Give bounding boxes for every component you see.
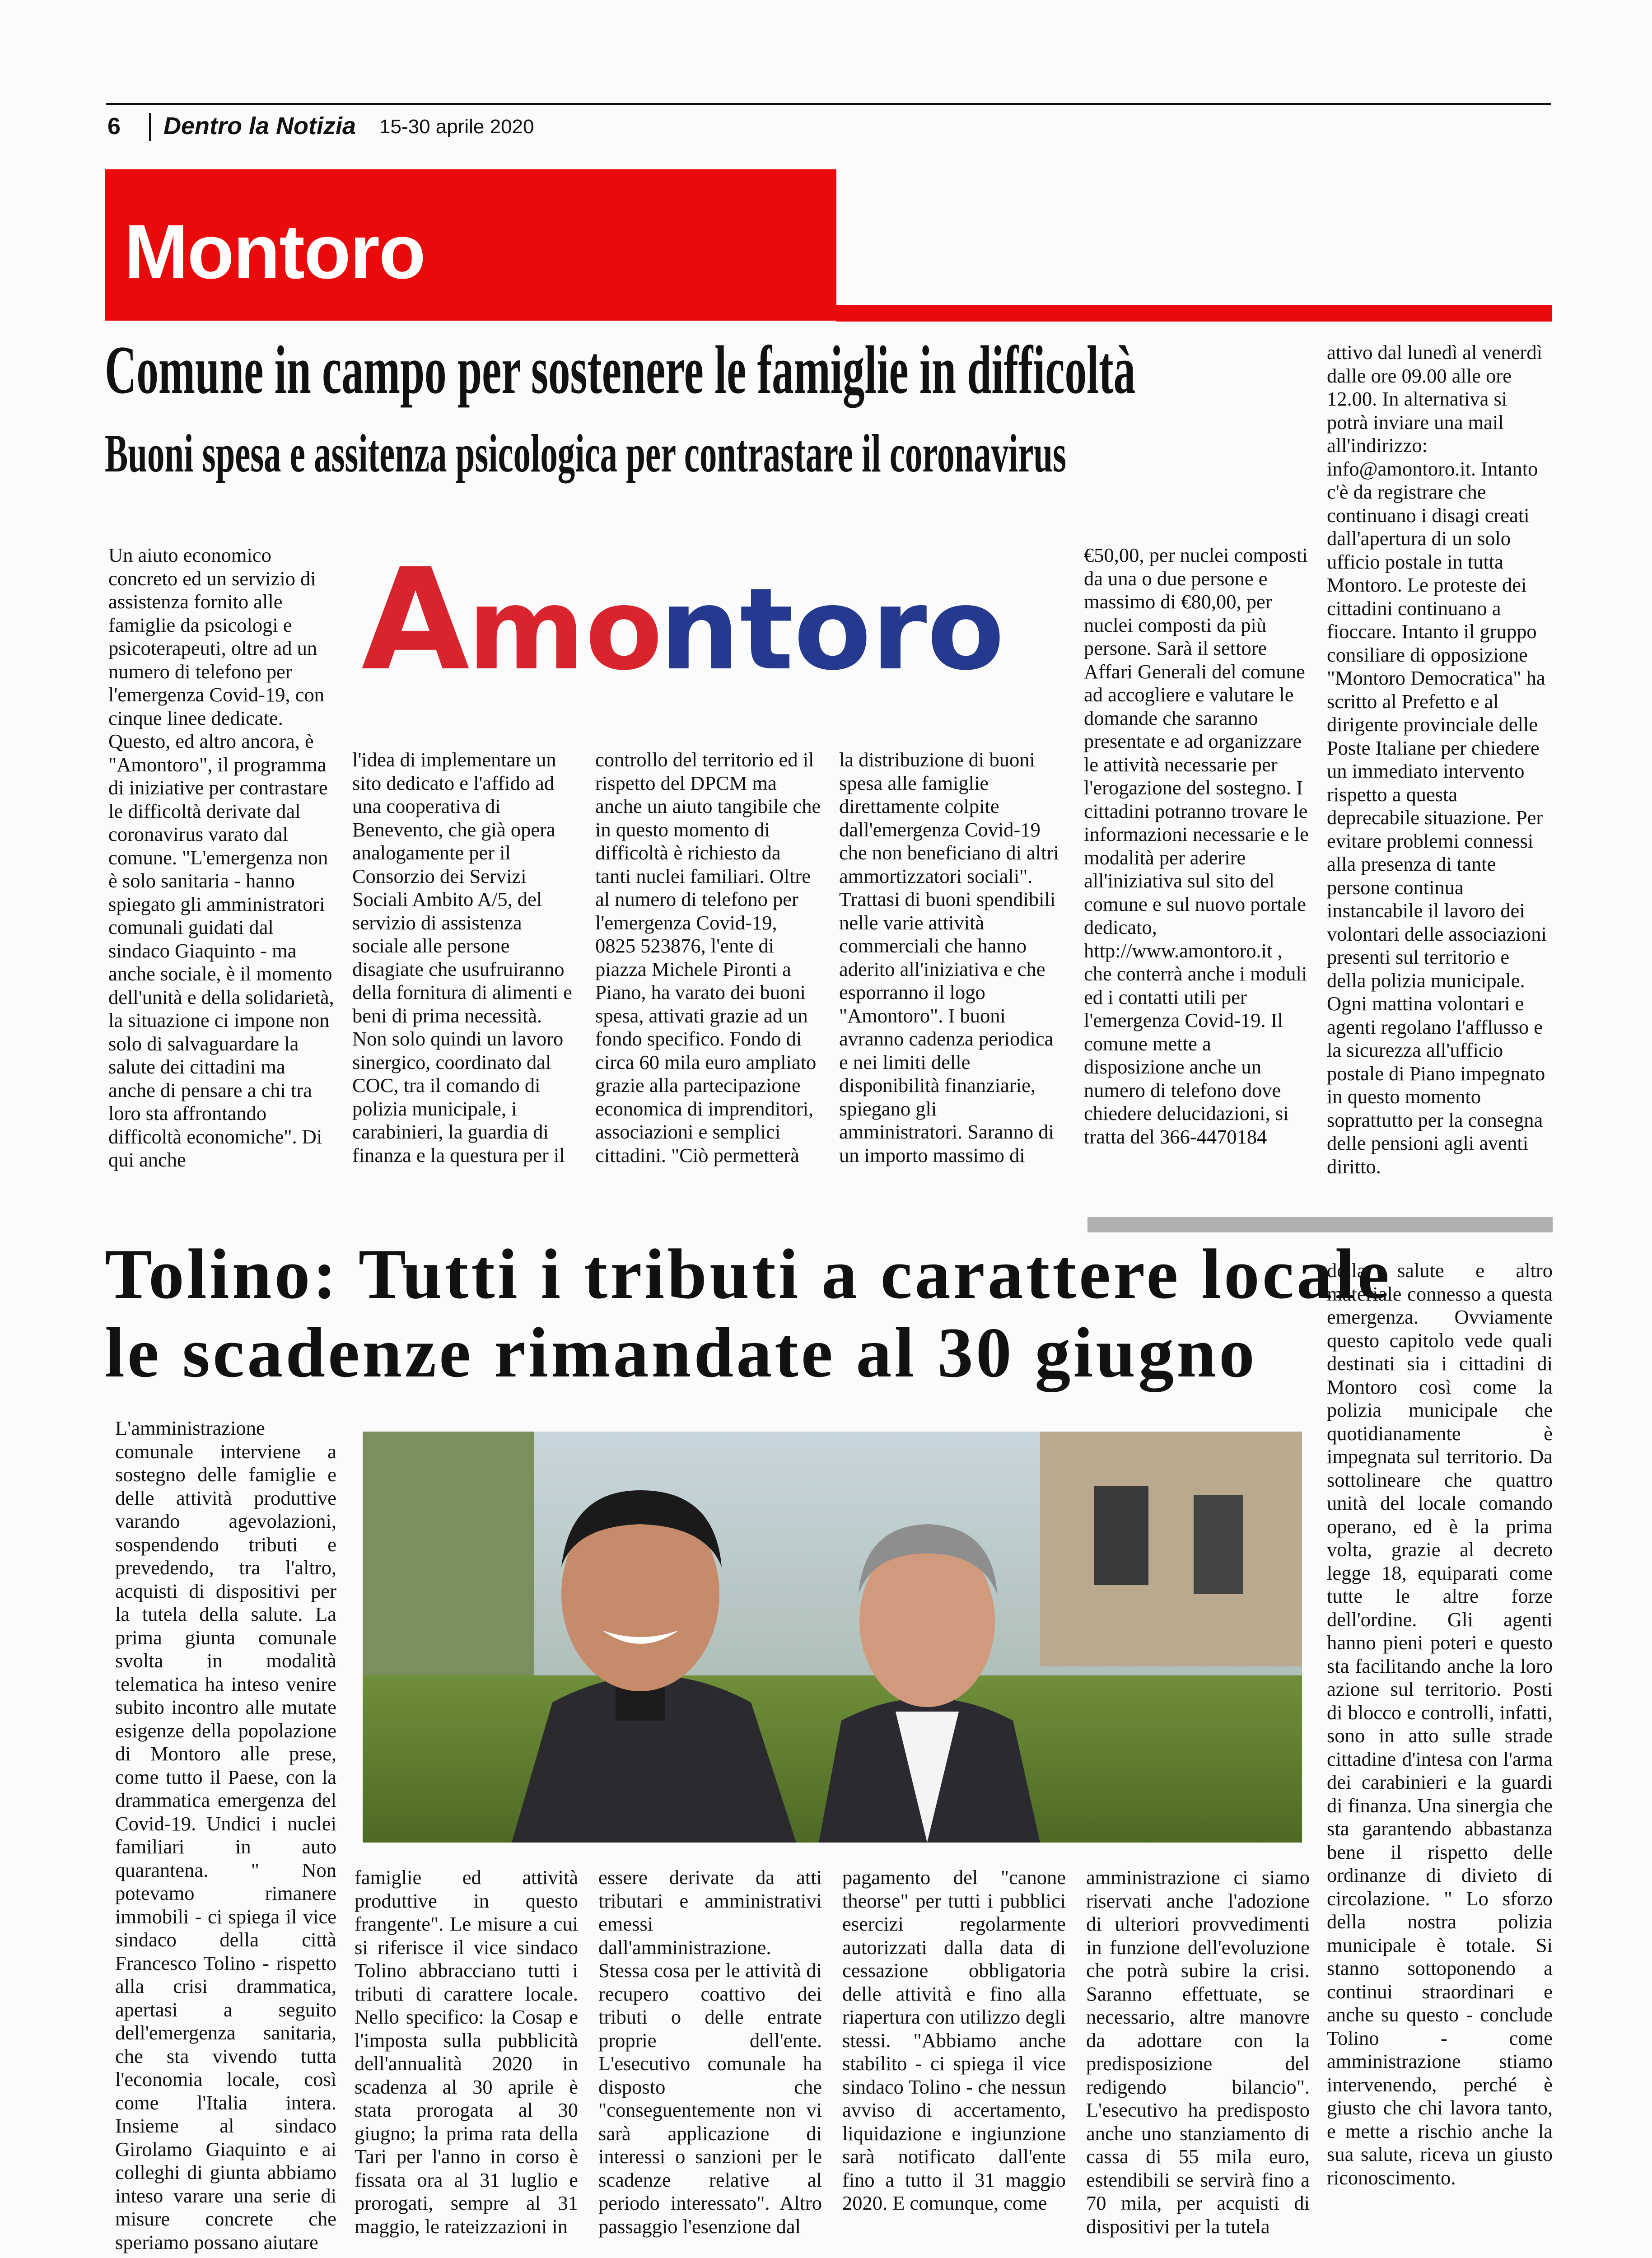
section-banner-rule [836, 305, 1552, 322]
page-number: 6 [107, 113, 121, 140]
logo-letters-ntoro: ntoro [659, 564, 1005, 695]
photo-window [1094, 1486, 1148, 1585]
section-title: Montoro [124, 209, 425, 295]
article2-column-5: amministrazione ci siamo riservati anche l'adozione di ulteriori provvedimenti in funzione dell'evoluzione che potrà subire la crisi. Saranno effettuate, se necessario, altre manovre da adottare con la predisposizione del redigendo bilancio". L'esecutivo ha predisposto anche uno stanziamento di cassa di 55 mila euro, estendibili se servirà fino a 70 mila, per acquisti di dispositivi per la tutela [1086, 1866, 1310, 2238]
article2-column-3: essere derivate da atti tributari e amministrativi emessi dall'amministrazione. Stessa cosa per le attività di recupero coattivo dei tributi o delle entrate proprie dell'ente. L'esecutivo comunale ha disposto che "conseguentemente non vi sarà applicazione di interessi o sanzioni per le scadenze relative al periodo interessato". Altro passaggio l'esenzione dal [598, 1866, 822, 2238]
article2-headline [105, 1235, 1392, 1392]
article-divider [1087, 1217, 1553, 1232]
article2-column-6: della salute e altro materiale connesso a questa emergenza. Ovviamente questo capitolo vede quali destinati sia i cittadini di Montoro così come la polizia municipale che quotidianamente è impegnata sul territorio. Da sottolineare che quattro unità del locale comando operano, ed è la prima volta, grazie al decreto legge 18, equiparati come tutte le altre forze dell'ordine. Gli agenti hanno pieni poteri e questo sta facilitando anche la loro azione sul territorio. Posti di blocco e controlli, infatti, sono in atto sulle strade cittadine d'intesa con l'arma dei carabinieri e la guardi di finanza. Una sinergia che sta garantendo abbastanza bene il rispetto delle ordinanze di divieto di circolazione. " Lo sforzo della nostra polizia municipale è totale. Si stanno sottoponendo a continui straordinari e anche su questo - conclude Tolino - come amministrazione stiamo intervenendo, perché è giusto che chi lavora tanto, e mette a rischio anche la sua salute, riceva un giusto riconoscimento. [1327, 1259, 1553, 2189]
article2-column-4: pagamento del "canone theorse" per tutti i pubblici esercizi regolarmente autorizzati dalla data di cessazione obbligatoria delle attività e fino alla riapertura con utilizzo degli stessi. "Abbiamo anche stabilito - ci spiega il vice sindaco Tolino - che nessun avviso di accertamento, liquidazione e ingiunzione sarà notificato dall'ente fino a tutto il 31 maggio 2020. E comunque, come [842, 1866, 1066, 2214]
issue-date: 15-30 aprile 2020 [379, 116, 534, 138]
amontoro-logo [357, 519, 1070, 718]
photo-window-2 [1194, 1495, 1243, 1594]
article2-column-2: famiglie ed attività produttive in questo frangente". Le misure a cui si riferisce il vice sindaco Tolino abbracciano tutti i tributi di carattere locale. Nello specifico: la Cosap e l'imposta sulla pubblicità dell'annualità 2020 in scadenza al 30 aprile è stata prorogata al 30 giugno; la prima rata della Tari per l'anno in corso è fissata ora al 31 luglio e prorogati, sempre al 31 maggio, le rateizzazioni in [355, 1866, 578, 2238]
header-rule [106, 103, 1551, 105]
article2-column-1: L'amministrazione comunale interviene a sostegno delle famiglie e delle attività produttive varando agevolazioni, sospendendo tributi e prevedendo, tra l'altro, acquisti di dispositivi per la tutela della salute. La prima giunta comunale svolta in modalità telematica ha inteso venire subito incontro alle mutate esigenze della popolazione di Montoro alle prese, come tutto il Paese, con la drammatica emergenza del Covid-19. Undici i nuclei familiari in auto quarantena. " Non potevamo rimanere immobili - ci spiega il vice sindaco della città Francesco Tolino - rispetto alla crisi drammatica, apertasi a seguito dell'emergenza sanitaria, che sta vivendo tutta l'economia locale, così come l'Italia intera. Insieme al sindaco Girolamo Giaquinto e ai colleghi di giunta abbiamo inteso varare una serie di misure concrete che speriamo possano aiutare [115, 1417, 336, 2253]
logo-letters-mo: mo [467, 564, 663, 695]
header-separator [149, 113, 151, 141]
article1-column-3: controllo del territorio ed il rispetto del DPCM ma anche un aiuto tangibile che in questo momento di difficoltà è richiesto da tanti nuclei familiari. Oltre al numero di telefono per l'emergenza Covid-19, 0825 523876, l'ente di piazza Michele Pironti a Piano, ha varato dei buoni spesa, attivati grazie ad un fondo specifico. Fondo di circa 60 mila euro ampliato grazie alla partecipazione economica di imprenditori, associazioni e semplici cittadini. "Ciò permetterà [595, 748, 821, 1166]
article1-column-5: €50,00, per nuclei composti da una o due persone e massimo di €80,00, per nuclei composti da più persone. Sarà il settore Affari Generali del comune ad accogliere e valutare le domande che saranno presentate e ad organizzare le attività necessarie per l'erogazione del sostegno. I cittadini potranno trovare le informazioni necessarie e le modalità per aderire all'iniziativa sul sito del comune e sul nuovo portale dedicato, http://www.amontoro.it , che conterrà anche i moduli ed i contatti utili per l'emergenza Covid-19. Il comune mette a disposizione anche un numero di telefono dove chiedere delucidazioni, si tratta del 366-4470184 [1084, 544, 1309, 1148]
article2-headline-line1: Tolino: Tutti i tributi a carattere locale [105, 1235, 1392, 1314]
photo-trees [363, 1432, 534, 1703]
photo-building [1040, 1432, 1302, 1666]
article2-headline-line2: le scadenze rimandate al 30 giugno [105, 1313, 1257, 1392]
publication-name: Dentro la Notizia [163, 112, 356, 140]
article1-subheadline: Buoni spesa e assitenza psicologica per contrastare il coronavirus [105, 423, 1067, 483]
article1-column-4: la distribuzione di buoni spesa alle famiglie direttamente colpite dall'emergenza Covid-19 che non beneficiano di altri ammortizzatori sociali". Trattasi di buoni spendibili nelle varie attività commerciali che hanno aderito all'iniziativa e che esporranno il logo "Amontoro". I buoni avranno cadenza periodica e nei limiti delle disponibilità finanziarie, spiegano gli amministratori. Saranno di un importo massimo di [839, 748, 1059, 1166]
logo-letter-a: A [361, 539, 470, 702]
photo-two-men [363, 1432, 1302, 1843]
article1-column-2: l'idea di implementare un sito dedicato e l'affido ad una cooperativa di Benevento, che già opera analogamente per il Consorzio dei Servizi Sociali Ambito A/5, del servizio di assistenza sociale alle persone disagiate che usufruiranno della fornitura di alimenti e beni di prima necessità. Non solo quindi un lavoro sinergico, coordinato dal COC, tra il comando di polizia municipale, i carabinieri, la guardia di finanza e la questura per il [352, 748, 572, 1166]
article1-column-1: Un aiuto economico concreto ed un servizio di assistenza fornito alle famiglie da psicologi e psicoterapeuti, oltre ad un numero di telefono per l'emergenza Covid-19, con cinque linee dedicate. Questo, ed altro ancora, è "Amontoro", il programma di iniziative per contrastare le difficoltà derivate dal coronavirus varato dal comune. "L'emergenza non è solo sanitaria - hanno spiegato gli amministratori comunali guidati dal sindaco Giaquinto - ma anche sociale, è il momento dell'unità e della solidarietà, la situazione ci impone non solo di salvaguardare la salute dei cittadini ma anche di pensare a chi tra loro sta affrontando difficoltà economiche". Di qui anche [108, 544, 334, 1171]
article1-headline: Comune in campo per sostenere le famiglie in difficoltà [105, 332, 1136, 408]
article1-column-6: attivo dal lunedì al venerdì dalle ore 09.00 alle ore 12.00. In alternativa si potrà inviare una mail all'indirizzo: info@amontoro.it. Intanto c'è da registrare che continuano i disagi creati dall'apertura di un solo ufficio postale in tutta Montoro. Le proteste dei cittadini continuano a fioccare. Intanto il gruppo consiliare di opposizione "Montoro Democratica" ha scritto al Prefetto e al dirigente provinciale delle Poste Italiane per chiedere un immediato intervento rispetto a questa deprecabile situazione. Per evitare problemi connessi alla presenza di tante persone continua instancabile il lavoro dei volontari delle associazioni presenti sul territorio e della polizia municipale. Ogni mattina volontari e agenti regolano l'afflusso e la sicurezza all'ufficio postale di Piano impegnato in questo momento soprattutto per la consegna delle pensioni agli aventi diritto. [1327, 341, 1547, 1178]
